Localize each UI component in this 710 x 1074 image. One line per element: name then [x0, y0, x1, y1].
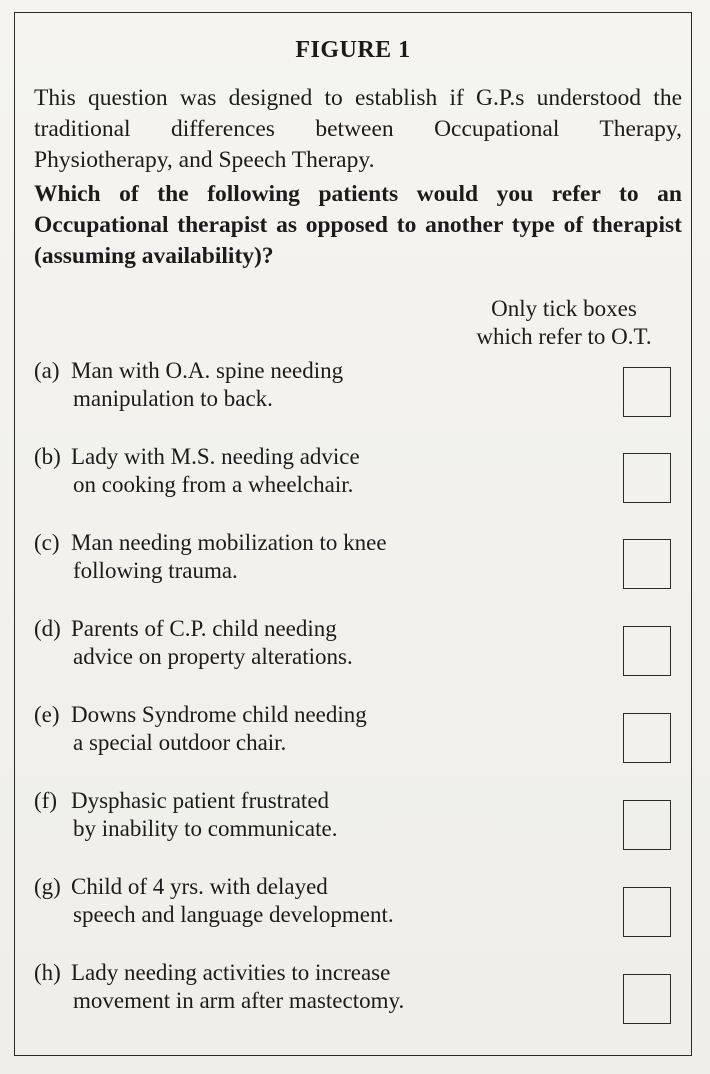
- item-text-line1: Dysphasic patient frustrated: [71, 788, 330, 813]
- item-text-line2: advice on property alterations.: [73, 644, 353, 669]
- item-text-line1: Parents of C.P. child needing: [71, 616, 337, 641]
- item-label: (b): [34, 444, 61, 469]
- tick-column-header: [449, 295, 679, 351]
- tick-box-a[interactable]: [623, 367, 671, 417]
- item-text-line2: manipulation to back.: [73, 386, 273, 411]
- tick-box-d[interactable]: [623, 626, 671, 676]
- item-label: (c): [34, 530, 60, 555]
- item-text-line2: speech and language development.: [73, 902, 394, 927]
- item-text-line1: Man needing mobilization to knee: [71, 530, 387, 555]
- item-label: (h): [34, 960, 61, 985]
- item-label: (g): [34, 874, 61, 899]
- item-text-line1: Downs Syndrome child needing: [71, 702, 367, 727]
- item-text-line2: by inability to communicate.: [73, 816, 338, 841]
- tick-box-b[interactable]: [623, 453, 671, 503]
- item-text-line1: Man with O.A. spine needing: [71, 358, 344, 383]
- item-text-line2: movement in arm after mastectomy.: [73, 988, 405, 1013]
- item-label: (e): [34, 702, 60, 727]
- item-text-line2: on cooking from a wheelchair.: [73, 472, 354, 497]
- item-text-line1: Child of 4 yrs. with delayed: [71, 874, 328, 899]
- tick-box-c[interactable]: [623, 539, 671, 589]
- tick-box-f[interactable]: [623, 800, 671, 850]
- item-label: (f): [34, 788, 57, 813]
- tick-box-e[interactable]: [623, 713, 671, 763]
- item-label: (d): [34, 616, 61, 641]
- question-text: Which of the following patients would you refer to an Occupational therapist as opposed to another type of therapist (assuming availability)?: [34, 181, 682, 269]
- item-text-line2: a special outdoor chair.: [73, 730, 287, 755]
- figure-title: FIGURE 1: [295, 37, 411, 63]
- item-text-line1: Lady needing activities to increase: [71, 960, 391, 985]
- tick-column-header-line1: Only tick boxes: [491, 296, 637, 321]
- tick-box-h[interactable]: [623, 974, 671, 1024]
- item-text-line2: following trauma.: [73, 558, 238, 583]
- item-text-line1: Lady with M.S. needing advice: [71, 444, 360, 469]
- figure-frame: [14, 12, 692, 1056]
- tick-box-g[interactable]: [623, 887, 671, 937]
- item-label: (a): [34, 358, 60, 383]
- tick-column-header-line2: which refer to O.T.: [476, 324, 652, 349]
- intro-paragraph: This question was designed to establish if G.P.s understood the traditional differences between Occupational Therapy, Physiotherapy, and Speech Therapy.: [34, 85, 682, 173]
